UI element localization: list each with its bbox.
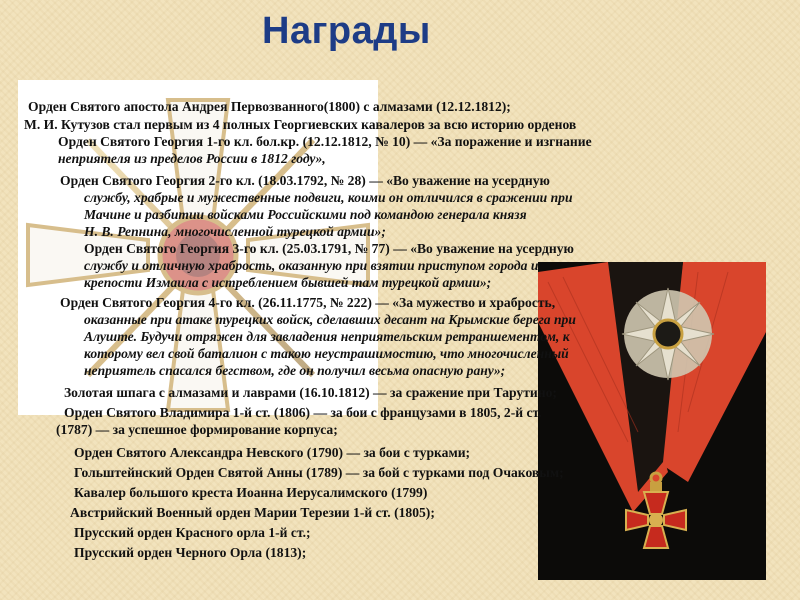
award-george-1-motto: неприятеля из пределов России в 1812 году», [58, 151, 326, 166]
award-george-1: Орден Святого Георгия 1-го кл. бол.кр. (12.12.1812, № 10) — «За поражение и изгнание [58, 134, 592, 149]
award-alexander-nevsky: Орден Святого Александра Невского (1790) — за бои с турками; [74, 445, 471, 460]
award-george-4-motto-2: Алуште. Будучи отряжен для завладения неприятельским ретраншементом, к [84, 329, 570, 344]
kutuzov-note: М. И. Кутузов стал первым из 4 полных Георгиевских кавалеров за всю историю орденов [24, 117, 577, 132]
award-george-2-motto-2: Мачине и разбитии войсками Российскими под командою генерала князя [84, 207, 527, 222]
award-john-jerusalem: Кавалер большого креста Иоанна Иерусалимского (1799) [74, 485, 428, 500]
award-golden-sword: Золотая шпага с алмазами и лаврами (16.10.1812) — за сражение при Тарутино; [64, 385, 557, 400]
award-george-3-motto-1: службу и отличную храбрость, оказанную при взятии приступом города и [84, 258, 539, 273]
award-red-eagle: Прусский орден Красного орла 1-й ст.; [74, 525, 311, 540]
award-george-4-motto-3: которому вел свой баталион с такою неустрашимостию, что многочисленный [84, 346, 569, 361]
award-andrew: Орден Святого апостола Андрея Первозванного(1800) с алмазами (12.12.1812); [28, 99, 511, 114]
award-maria-theresa: Австрийский Военный орден Марии Терезии 1-й ст. (1805); [70, 505, 435, 520]
award-black-eagle: Прусский орден Черного Орла (1813); [74, 545, 307, 560]
award-george-2-motto-3: Н. В. Репнина, многочисленной турецкой армии»; [84, 224, 386, 239]
award-vladimir-cont: (1787) — за успешное формирование корпуса; [56, 422, 338, 437]
award-george-3-motto-2: крепости Измаила с истреблением бывшей там турецкой армии»; [84, 275, 492, 290]
award-george-2-motto-1: службу, храбрые и мужественные подвиги, коими он отличился в сражении при [84, 190, 573, 205]
award-anna: Гольштейнский Орден Святой Анны (1789) — за бой с турками под Очаковым; [74, 465, 564, 480]
award-george-2: Орден Святого Георгия 2-го кл. (18.03.1792, № 28) — «Во уважение на усердную [60, 173, 550, 188]
page-title: Награды [262, 10, 431, 52]
award-vladimir: Орден Святого Владимира 1-й ст. (1806) — за бои с французами в 1805, 2-й ст. [64, 405, 542, 420]
award-george-3: Орден Святого Георгия 3-го кл. (25.03.1791, № 77) — «Во уважение на усердную [84, 241, 574, 256]
award-george-4-motto-4: неприятель спасался бегством, где он получил весьма опасную рану»; [84, 363, 506, 378]
award-george-4: Орден Святого Георгия 4-го кл. (26.11.1775, № 222) — «За мужество и храбрость, [60, 295, 556, 310]
award-george-4-motto-1: оказанные при атаке турецких войск, сделавших десант на Крымские берега при [84, 312, 576, 327]
